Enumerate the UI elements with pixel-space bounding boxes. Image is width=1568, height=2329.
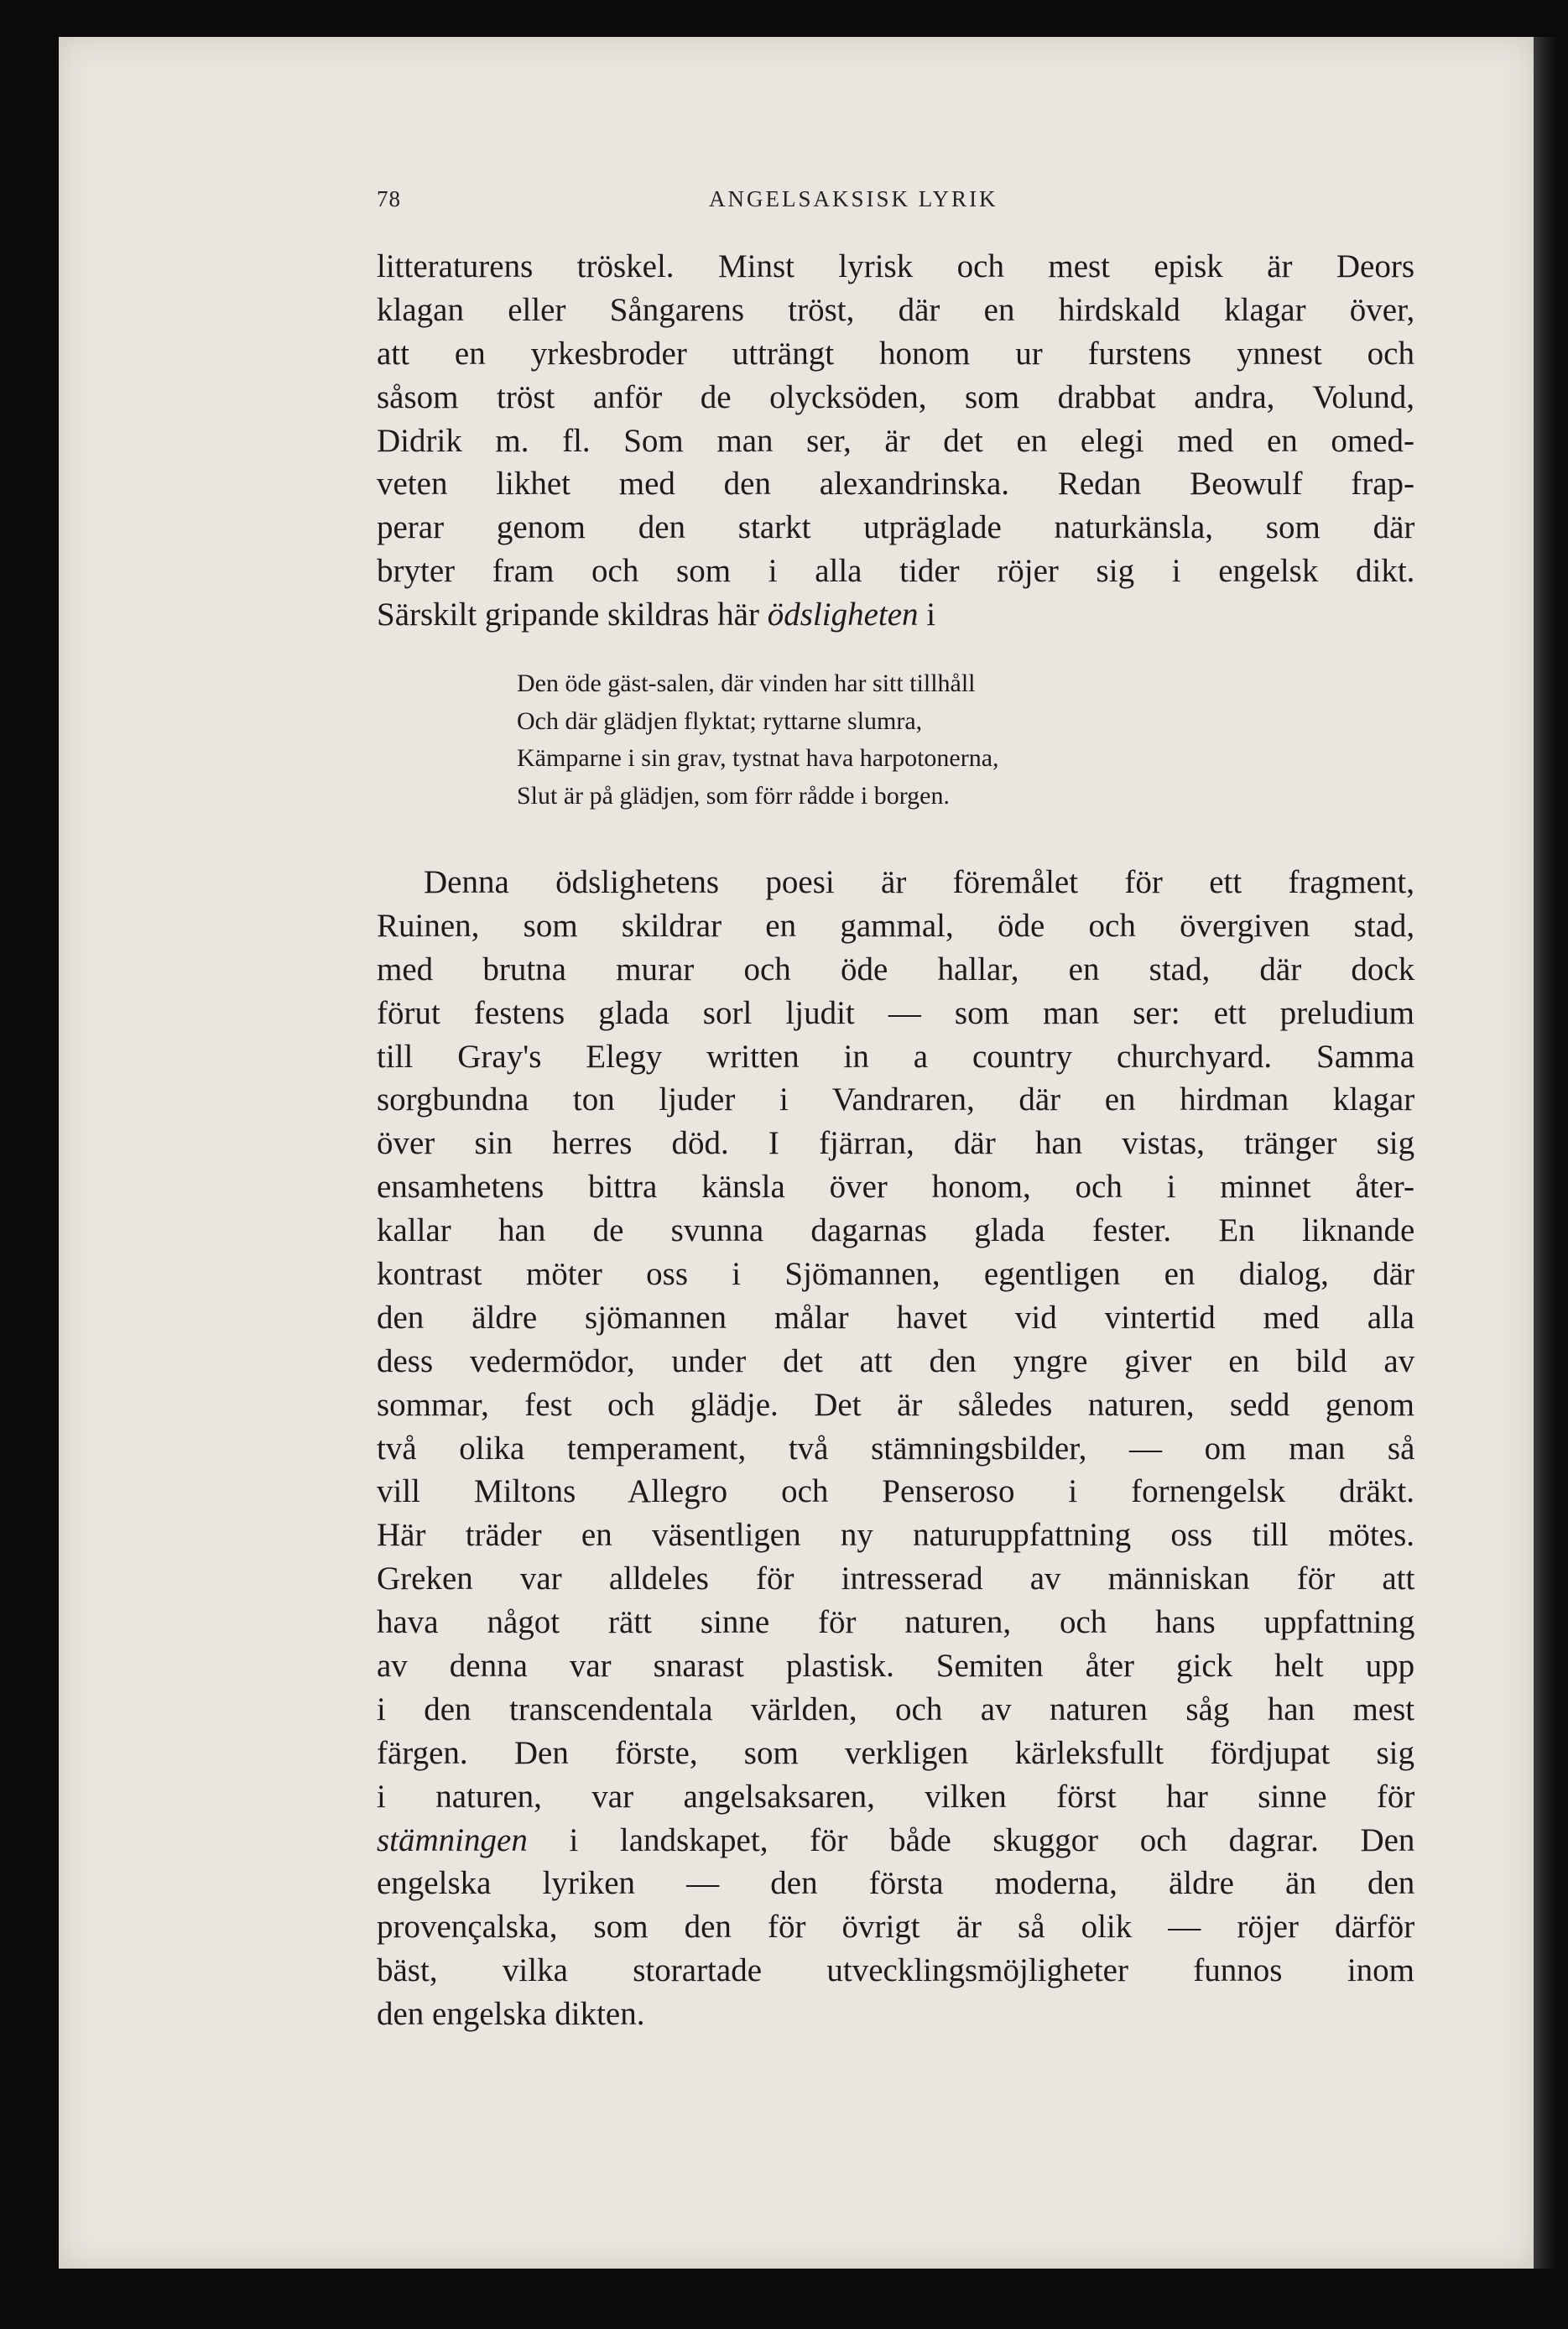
verse-line: Och där glädjen flyktat; ryttarne slumra, (517, 706, 923, 735)
text-line: Här träder en väsentligen ny naturuppfattning oss till mötes. (377, 1517, 1414, 1554)
book-spine-edge (1534, 37, 1557, 2269)
text-line: Denna ödslighetens poesi är föremålet för ett fragment, (424, 864, 1415, 900)
page-header (377, 186, 1123, 220)
running-title: ANGELSAKSISK LYRIK (709, 186, 998, 211)
italic-word: stämningen (377, 1821, 528, 1858)
text-line: två olika temperament, två stämningsbilder, — om man så (377, 1430, 1415, 1467)
text-line: litteraturens tröskel. Minst lyrisk och mest episk är Deors (377, 248, 1414, 284)
text-line: såsom tröst anför de olycksöden, som drabbat andra, Volund, (377, 378, 1414, 415)
text-line: den äldre sjömannen målar havet vid vintertid med alla (377, 1299, 1414, 1336)
verse-line: Slut är på glädjen, som förr rådde i borgen. (517, 781, 950, 810)
text-line (377, 593, 1414, 637)
text-line: med brutna murar och öde hallar, en stad, där dock (377, 951, 1415, 987)
text-line: över sin herres död. I fjärran, där han vistas, tränger sig (377, 1125, 1415, 1162)
text-run: Särskilt gripande skildras här (377, 597, 759, 633)
text-line: perar genom den starkt utpräglade naturkänsla, som där (377, 509, 1415, 546)
text-line: Didrik m. fl. Som man ser, är det en elegi med en omed- (377, 422, 1414, 459)
text-line: engelska lyriken — den första moderna, äldre än den (377, 1865, 1415, 1902)
page-number: 78 (377, 186, 401, 211)
text-line: hava något rätt sinne för naturen, och hans uppfattning (377, 1604, 1415, 1641)
body-text-2 (377, 861, 1414, 2036)
italic-word: ödsligheten (767, 597, 919, 633)
text-line (377, 1819, 1414, 1863)
text-line: den engelska dikten. (377, 1996, 645, 2033)
text-line: bäst, vilka storartade utvecklingsmöjligheter funnos inom (377, 1952, 1414, 1989)
body-text (377, 245, 1414, 637)
text-line: vill Miltons Allegro och Penseroso i fornengelsk dräkt. (377, 1473, 1414, 1510)
text-line: sommar, fest och glädje. Det är således naturen, sedd genom (377, 1386, 1414, 1423)
text-line: till Gray's Elegy written in a country churchyard. Samma (377, 1038, 1414, 1075)
text-line: Ruinen, som skildrar en gammal, öde och övergiven stad, (377, 907, 1415, 944)
text-line: Greken var alldeles för intresserad av människan för att (377, 1560, 1415, 1597)
verse-line: Den öde gäst-salen, där vinden har sitt tillhåll (517, 670, 976, 697)
text-line: kontrast möter oss i Sjömannen, egentligen en dialog, där (377, 1256, 1414, 1293)
text-line: veten likhet med den alexandrinska. Redan Beowulf frap- (377, 466, 1415, 503)
text-line: att en yrkesbroder utträngt honom ur furstens ynnest och (377, 335, 1414, 372)
text-line: ensamhetens bittra känsla över honom, och i minnet åter- (377, 1169, 1414, 1206)
text-line: i naturen, var angelsaksaren, vilken först har sinne för (377, 1778, 1415, 1815)
text-run: i (926, 597, 936, 633)
text-line: av denna var snarast plastisk. Semiten åter gick helt upp (377, 1648, 1415, 1685)
text-line: provençalska, som den för övrigt är så olik — röjer därför (377, 1909, 1415, 1946)
text-line: färgen. Den förste, som verkligen kärleksfullt fördjupat sig (377, 1734, 1414, 1771)
text-line: kallar han de svunna dagarnas glada fester. En liknande (377, 1212, 1415, 1249)
verse-line: Kämparne i sin grav, tystnat hava harpotonerna, (517, 744, 999, 772)
text-line: sorgbundna ton ljuder i Vandraren, där en hirdman klagar (377, 1081, 1415, 1118)
verse-quote (517, 665, 1356, 815)
text-line: förut festens glada sorl ljudit — som man ser: ett preludium (377, 994, 1414, 1031)
text-line: bryter fram och som i alla tider röjer sig i engelsk dikt. (377, 553, 1415, 590)
text-line: klagan eller Sångarens tröst, där en hirdskald klagar över, (377, 291, 1415, 328)
text-line: i den transcendentala världen, och av naturen såg han mest (377, 1691, 1415, 1727)
text-line: dess vedermödor, under det att den yngre giver en bild av (377, 1342, 1415, 1379)
text-run: i landskapet, för både skuggor och dagrar. Den (569, 1821, 1415, 1858)
